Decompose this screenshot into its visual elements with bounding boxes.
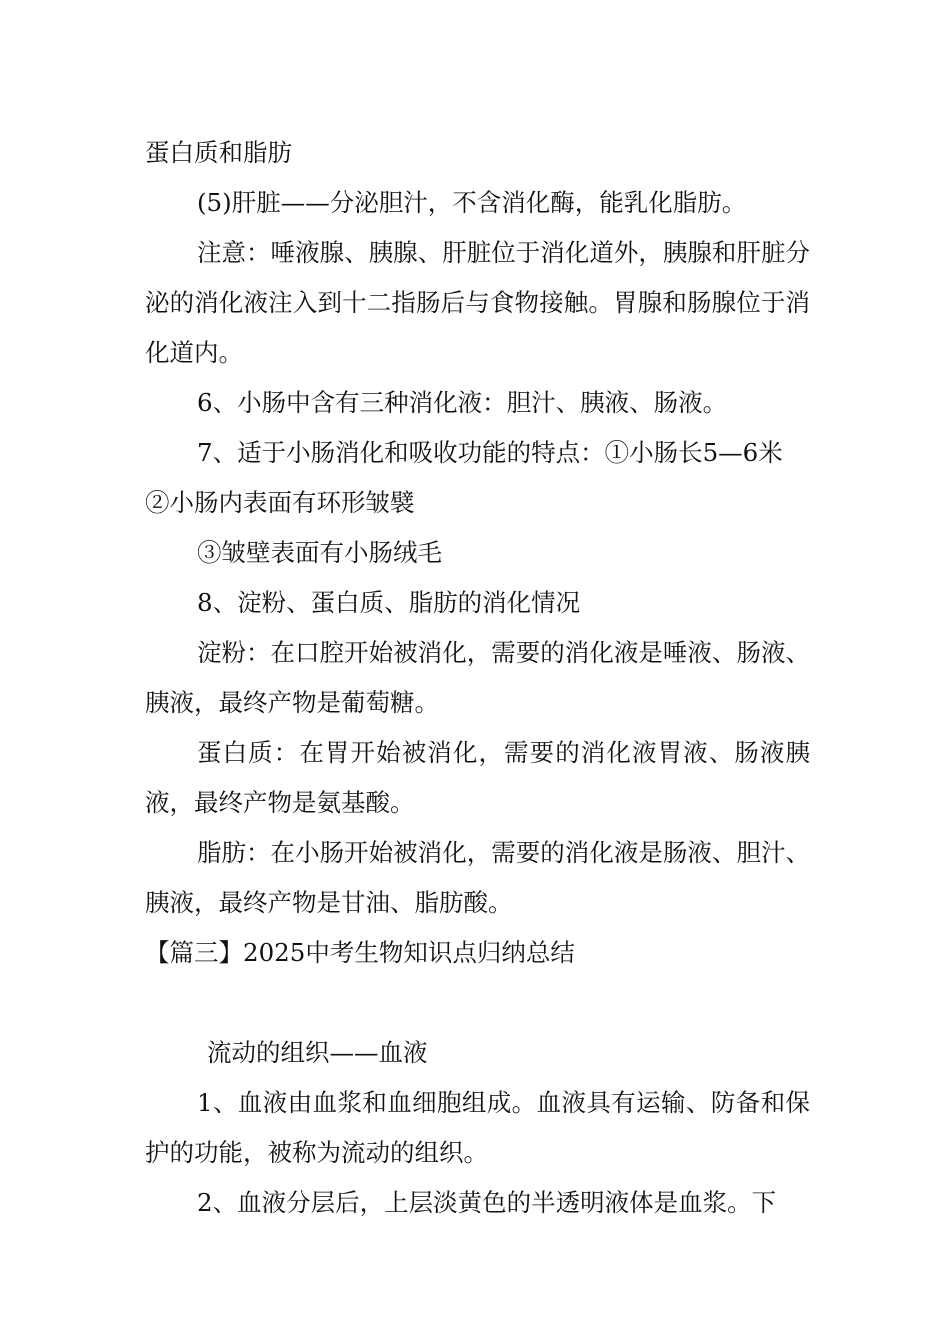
- subsection-title: 流动的组织——血液: [207, 1038, 428, 1067]
- paragraph-continuation: 蛋白质和脂肪: [145, 138, 292, 167]
- paragraph-blood-1: 1、血液由血浆和血细胞组成。血液具有运输、防备和保护的功能，被称为流动的组织。: [145, 1088, 810, 1167]
- paragraph-item-7-point-2: ②小肠内表面有环形皱襞: [145, 488, 415, 517]
- section-heading: 【篇三】2025中考生物知识点归纳总结: [145, 938, 575, 967]
- blank-line: [145, 978, 810, 1028]
- paragraph-item-6: 6、小肠中含有三种消化液：胆汁、胰液、肠液。: [197, 388, 728, 417]
- document-body: [145, 128, 810, 1228]
- paragraph-note: 注意：唾液腺、胰腺、肝脏位于消化道外，胰腺和肝脏分泌的消化液注入到十二指肠后与食物接触。胃腺和肠腺位于消化道内。: [145, 238, 810, 367]
- paragraph-fat: 脂肪：在小肠开始被消化，需要的消化液是肠液、胆汁、胰液，最终产物是甘油、脂肪酸。: [145, 838, 810, 917]
- paragraph-protein: 蛋白质：在胃开始被消化，需要的消化液胃液、肠液胰液，最终产物是氨基酸。: [145, 738, 810, 817]
- paragraph-item-7-point-3: ③皱壁表面有小肠绒毛: [197, 538, 442, 567]
- paragraph-item-8: 8、淀粉、蛋白质、脂肪的消化情况: [197, 588, 581, 617]
- paragraph-starch: 淀粉：在口腔开始被消化，需要的消化液是唾液、肠液、胰液，最终产物是葡萄糖。: [145, 638, 810, 717]
- paragraph-blood-2: 2、血液分层后，上层淡黄色的半透明液体是血浆。下: [197, 1188, 777, 1217]
- paragraph-item-7: 7、适于小肠消化和吸收功能的特点：①小肠长5—6米: [197, 438, 783, 467]
- paragraph-liver: (5)肝脏——分泌胆汁，不含消化酶，能乳化脂肪。: [197, 188, 747, 217]
